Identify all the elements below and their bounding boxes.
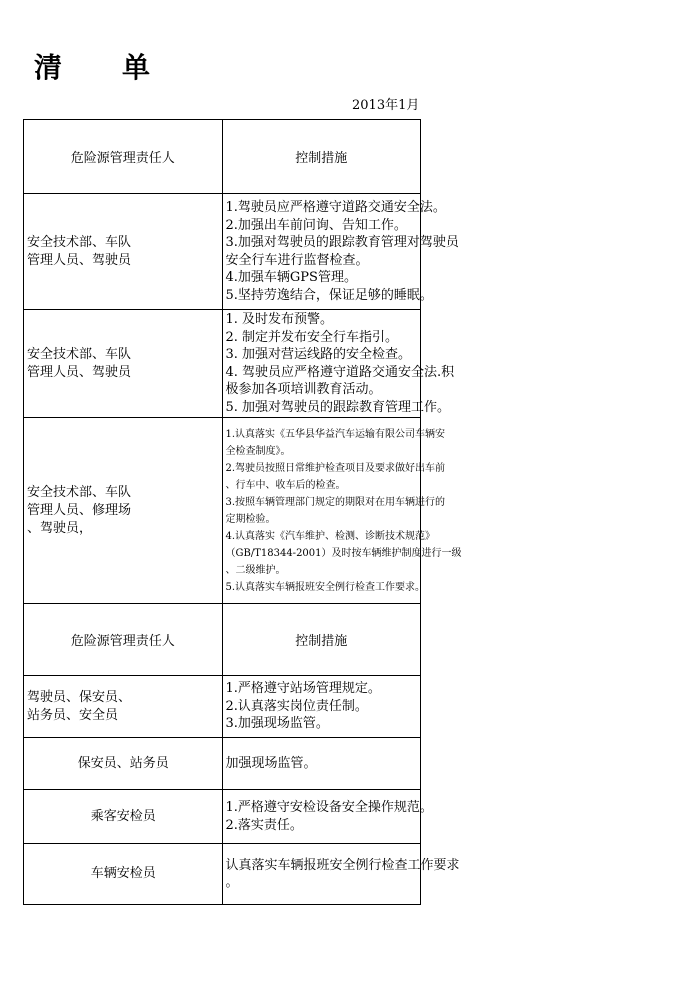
measure-line: 认真落实车辆报班安全例行检查工作要求 xyxy=(225,857,460,873)
table-row xyxy=(24,194,421,310)
measure-line: 3.按照车辆管理部门规定的期限对在用车辆进行的 xyxy=(225,496,446,508)
person-line: 车辆安检员 xyxy=(90,866,156,881)
measure-line: 4. 驾驶员应严格遵守道路交通安全法.积 xyxy=(225,364,455,380)
measure-line: 3.加强对驾驶员的跟踪教育管理对驾驶员 xyxy=(225,235,459,250)
row-measures xyxy=(222,844,460,905)
measure-line: 安全行车进行监督检查。 xyxy=(225,252,369,268)
row-person xyxy=(24,676,223,738)
person-line: 安全技术部、车队 xyxy=(27,346,132,362)
measure-line: 2.驾驶员按照日常维护检查项目及要求做好出车前 xyxy=(225,462,446,474)
person-line: 、驾驶员， xyxy=(27,520,93,536)
person-line: 站务员、安全员 xyxy=(27,707,119,723)
row-person xyxy=(24,790,223,844)
row-measures xyxy=(222,738,421,790)
person-line: 驾驶员、保安员、 xyxy=(27,689,132,705)
measure-line: 1.驾驶员应严格遵守道路交通安全法。 xyxy=(225,200,446,215)
measure-line: 1. 及时发布预警。 xyxy=(225,312,334,327)
measure-line: 2.落实责任。 xyxy=(225,817,303,833)
measure-line: 5.认真落实车辆报班安全例行检查工作要求。 xyxy=(225,581,426,593)
row-person xyxy=(24,194,223,310)
measure-line: 、行车中、收车后的检查。 xyxy=(225,479,346,491)
hazard-control-table xyxy=(23,119,462,905)
row-measures xyxy=(222,790,433,844)
person-line: 安全技术部、车队 xyxy=(27,234,132,250)
person-line: 管理人员、修理场 xyxy=(27,502,132,518)
person-line: 管理人员、驾驶员 xyxy=(27,252,132,268)
table-row xyxy=(24,418,421,604)
measure-line: 、二级维护。 xyxy=(225,564,286,576)
row-measures xyxy=(222,194,459,310)
measure-line: 全检查制度》。 xyxy=(225,445,291,457)
person-line: 乘客安检员 xyxy=(90,808,156,824)
measure-line: 1.严格遵守站场管理规定。 xyxy=(225,681,381,697)
title-char-right: 单 xyxy=(122,51,153,84)
measure-line: 5. 加强对驾驶员的跟踪教育管理工作。 xyxy=(225,399,451,415)
row-person xyxy=(24,310,223,418)
title-char-left: 清 xyxy=(34,51,65,84)
document-date: 2013年1月 xyxy=(352,98,420,113)
row-measures xyxy=(222,310,455,418)
row-person xyxy=(24,418,223,604)
table-row xyxy=(24,310,421,418)
measure-line: 定期检验。 xyxy=(225,513,276,525)
person-line: 管理人员、驾驶员 xyxy=(27,364,132,380)
row-measures xyxy=(222,676,421,738)
measure-line: 4.加强车辆GPS管理。 xyxy=(225,270,357,285)
table-row xyxy=(24,844,421,905)
person-line: 安全技术部、车队 xyxy=(27,484,132,500)
table-header-row xyxy=(24,604,421,676)
measure-line: 1.严格遵守安检设备安全操作规范。 xyxy=(225,800,433,815)
measure-line: 1.认真落实《五华县华益汽车运输有限公司车辆安 xyxy=(225,428,446,440)
header-person: 危险源管理责任人 xyxy=(24,120,223,194)
document-title xyxy=(34,46,152,86)
measure-line: （GB/T18344-2001）及时按车辆维护制度进行一级 xyxy=(225,547,462,559)
row-person xyxy=(24,738,223,790)
row-person xyxy=(24,844,223,905)
table-row xyxy=(24,738,421,790)
measure-line: 2.认真落实岗位责任制。 xyxy=(225,698,368,714)
row-measures xyxy=(222,418,462,604)
measure-line: 极参加各项培训教育活动。 xyxy=(225,382,382,397)
measure-line: 5.坚持劳逸结合，保证足够的睡眠。 xyxy=(225,287,433,303)
measure-line: 3. 加强对营运线路的安全检查。 xyxy=(225,347,412,362)
table-row xyxy=(24,676,421,738)
measure-line: 2. 制定并发布安全行车指引。 xyxy=(225,329,399,345)
measure-line: 。 xyxy=(225,875,239,890)
header-measures: 控制措施 xyxy=(222,604,421,676)
header-measures: 控制措施 xyxy=(222,120,421,194)
measure-line: 3.加强现场监管。 xyxy=(225,716,329,732)
table-header-row xyxy=(24,120,421,194)
measure-line: 4.认真落实《汽车维护、检测、诊断技术规范》 xyxy=(225,530,436,542)
header-person: 危险源管理责任人 xyxy=(24,604,223,676)
person-line: 保安员、站务员 xyxy=(77,755,169,771)
table-row xyxy=(24,790,421,844)
measure-line: 加强现场监管。 xyxy=(225,755,317,771)
measure-line: 2.加强出车前问询、告知工作。 xyxy=(225,217,407,233)
